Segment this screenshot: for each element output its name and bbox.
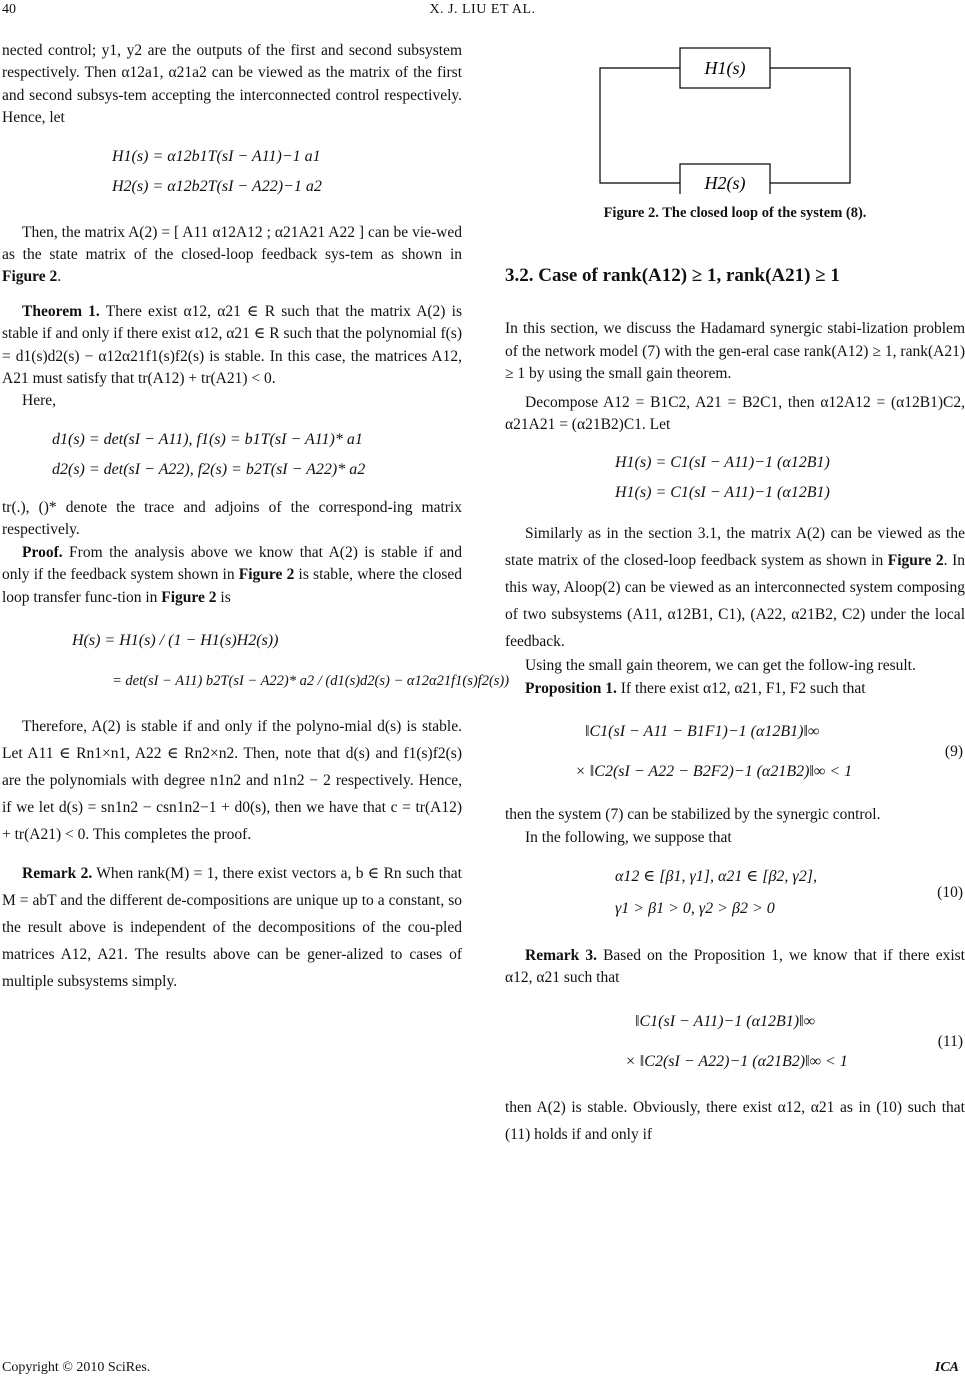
remark-text: When rank(M) = 1, there exist vectors a, b ∈ Rn such that M = abT and the different de-compositions are unique up to a constant, so the result above is independent of the decompositions of the cou-pled matrices A12, A21. The results above can be gener-alized to cases of multiple subsystems simply.: [2, 864, 462, 990]
paragraph: then A(2) is stable. Obviously, there exist α12, α21 as in (10) such that (11) holds if and only if: [505, 1098, 965, 1143]
paragraph: Using the small gain theorem, we can get the follow-ing result.: [525, 657, 916, 675]
equation-9: [505, 712, 965, 792]
proof: [2, 542, 462, 609]
h1-label: H1(s): [704, 58, 746, 78]
equation-10: [505, 861, 965, 925]
equation-line: ‖C1(sI − A11)−1 (α12B1)‖∞: [635, 1012, 815, 1030]
equation-11: [505, 1002, 965, 1082]
equation-number: (10): [937, 883, 963, 901]
left-column: [2, 40, 510, 995]
journal-abbrev: ICA: [934, 1360, 959, 1375]
text: Similarly as in the section 3.1, the matrix A(2) can be viewed as the state matrix of the closed-loop feedback system as shown in: [505, 525, 965, 570]
equation: d1(s) = det(sI − A11), f1(s) = b1T(sI − A11)* a1: [52, 430, 363, 448]
running-title: X. J. LIU ET AL.: [429, 2, 536, 17]
remark-label: Remark 3.: [525, 947, 597, 965]
copyright: Copyright © 2010 SciRes.: [2, 1360, 151, 1375]
proof-label: Proof.: [22, 543, 63, 561]
equation-line: ‖C1(sI − A11 − B1F1)−1 (α12B1)‖∞: [585, 723, 820, 741]
text: From the analysis above we know that A(2) is stable if and only if the feedback system shown in: [2, 543, 462, 584]
equation: H(s) = H1(s) / (1 − H1(s)H2(s)): [72, 631, 279, 649]
paragraph: In the following, we suppose that: [525, 828, 732, 846]
paragraph: [505, 520, 965, 655]
figure-2: [505, 44, 965, 194]
remark-label: Remark 2.: [22, 864, 93, 882]
equation-number: (11): [937, 1032, 963, 1050]
right-column: [505, 40, 965, 1148]
equation-line: α12 ∈ [β1, γ1], α21 ∈ [β2, γ2],: [615, 868, 817, 886]
remark-text: Based on the Proposition 1, we know that if there exist α12, α21 such that: [505, 947, 965, 987]
equation: H1(s) = C1(sI − A11)−1 (α12B1): [615, 484, 830, 502]
proposition-text: If there exist α12, α21, F1, F2 such that: [616, 679, 866, 697]
figure-caption: Figure 2. The closed loop of the system (8).: [603, 205, 867, 221]
paragraph: In this section, we discuss the Hadamard synergic stabi-lization problem of the network model (7) with the gen-eral case rank(A12) ≥ 1, rank(A21) ≥ 1 by using the small gain theorem.: [505, 320, 965, 383]
figure-ref: Figure 2: [2, 268, 58, 286]
page-header: [0, 0, 965, 24]
text: is stable, where the closed loop transfer func-tion in: [2, 566, 463, 606]
paragraph: tr(.), ()* denote the trace and adjoins of the correspond-ing matrix respectively.: [2, 498, 462, 539]
feedback-loop-diagram: [505, 44, 965, 194]
equation: H1(s) = α12b1T(sI − A11)−1 a1: [112, 147, 321, 165]
paragraph: Therefore, A(2) is stable if and only if the polyno-mial d(s) is stable. Let A11 ∈ Rn1×n1, A22 ∈ Rn2×n2. Then, note that d(s) and f1(s)f2(s) are the polynomials with degree n1n2 and n1n2 − 2 respectively. Hence, if we let d(s) = sn1n2 − csn1n2−1 + d0(s), then we have that c = tr(A12) + tr(A21) < 0. This completes the proof.: [2, 717, 462, 843]
equation: H1(s) = C1(sI − A11)−1 (α12B1): [615, 454, 830, 472]
equation: d2(s) = det(sI − A22), f2(s) = b2T(sI − A22)* a2: [52, 460, 366, 478]
theorem-text: There exist α12, α21 ∈ R such that the matrix A(2) is stable if and only if there exist α12, α21 ∈ R such that the polynomial f(s) = d1(s)d2(s) − α12α21f1(s)f2(s) is stable. In this case, the matrices A12, A21 must satisfy that tr(A12) + tr(A21) < 0.: [2, 302, 462, 388]
text: .: [57, 268, 62, 286]
paragraph: [2, 222, 462, 289]
right-loop-line: [770, 68, 850, 183]
paragraph: then the system (7) can be stabilized by the synergic control.: [505, 806, 881, 824]
h2-label: H2(s): [704, 173, 746, 193]
theorem: [2, 301, 462, 391]
remark: [505, 945, 965, 990]
paragraph: Here,: [22, 392, 56, 410]
remark: [2, 860, 462, 995]
proposition: [505, 678, 965, 700]
equation: = det(sI − A11) b2T(sI − A22)* a2 / (d1(s)d2(s) − α12α21f1(s)f2(s)): [112, 672, 510, 689]
page-number: 40: [2, 2, 16, 17]
figure-ref: Figure 2: [161, 588, 217, 606]
left-loop-line: [600, 68, 680, 183]
equation-line: × ‖C2(sI − A22)−1 (α21B2)‖∞ < 1: [625, 1052, 848, 1070]
equation-number: (9): [944, 743, 963, 761]
figure-ref: Figure 2: [887, 552, 944, 570]
proposition-label: Proposition 1.: [525, 679, 617, 697]
text: . In this way, Aloop(2) can be viewed as an interconnected system composing of two subsystems (A11, α12B1, C1), (A22, α21B2, C2) under the local feedback.: [505, 552, 965, 651]
equation-line: × ‖C2(sI − A22 − B2F2)−1 (α21B2)‖∞ < 1: [575, 763, 853, 781]
section-title: 3.2. Case of rank(A12) ≥ 1, rank(A21) ≥ 1: [505, 265, 840, 287]
paragraph: nected control; y1, y2 are the outputs of the first and second subsystem respectively. Then α12a1, α21a2 can be viewed as the matrix of the first and second subsys-tem accepting the interconnected control respectively. Hence, let: [2, 42, 462, 127]
paragraph: Decompose A12 = B1C2, A21 = B2C1, then α12A12 = (α12B1)C2, α21A21 = (α21B2)C1. Let: [505, 393, 965, 434]
equation-line: γ1 > β1 > 0, γ2 > β2 > 0: [615, 900, 775, 918]
text: is: [216, 588, 231, 606]
figure-ref: Figure 2: [238, 566, 295, 584]
theorem-label: Theorem 1.: [22, 302, 100, 320]
equation: H2(s) = α12b2T(sI − A22)−1 a2: [112, 177, 322, 195]
text: Then, the matrix A(2) = [ A11 α12A12 ; α21A21 A22 ] can be vie-wed as the state matrix of the closed-loop feedback sys-tem as shown in: [2, 223, 462, 264]
